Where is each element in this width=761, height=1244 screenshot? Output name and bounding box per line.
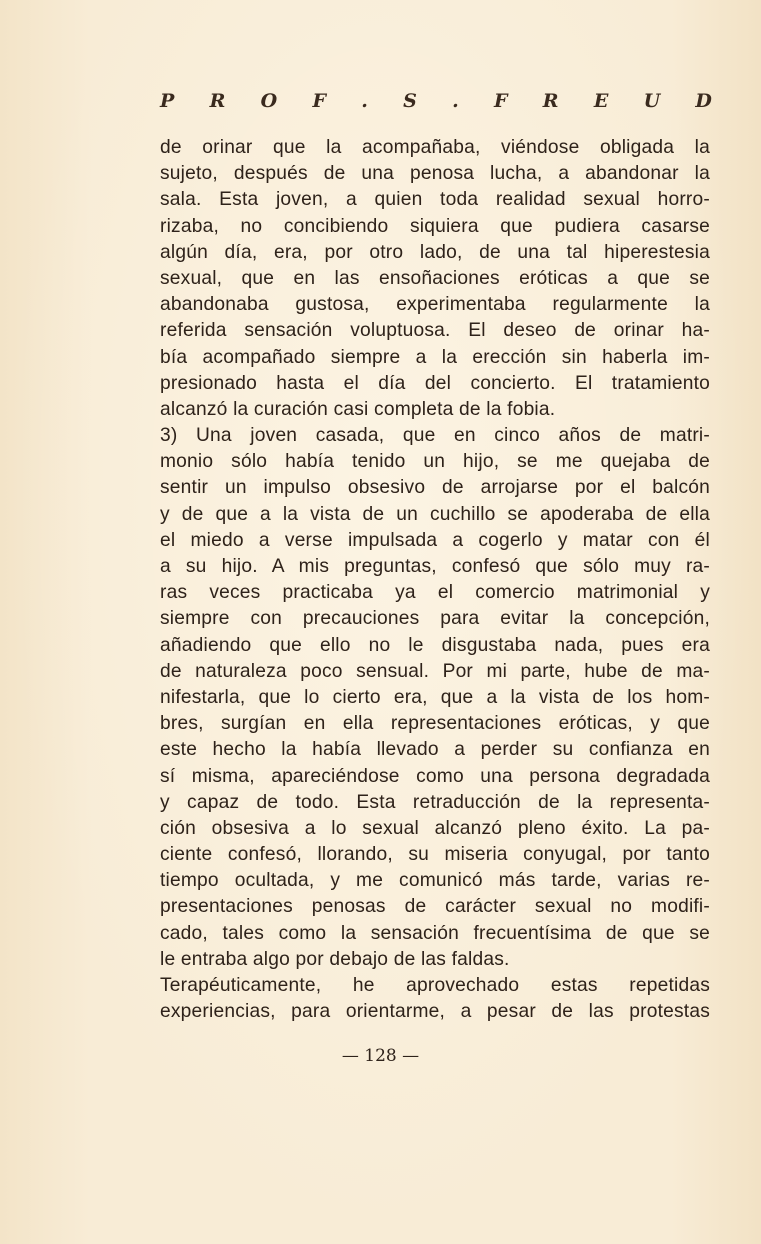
text-line: sujeto, después de una penosa lucha, a abandonar la (160, 163, 710, 185)
text-line: rizaba, no concibiendo siquiera que pudiera casarse (160, 215, 710, 237)
text-line: de orinar que la acompañaba, viéndose obligada la (160, 137, 710, 158)
text-line: algún día, era, por otro lado, de una tal hiperestesia (160, 241, 710, 263)
text-line: presentaciones penosas de carácter sexual no modifi- (160, 896, 710, 918)
text-line: y capaz de todo. Esta retraducción de la representa- (160, 791, 710, 813)
header-letter: F (312, 90, 326, 112)
text-line: sala. Esta joven, a quien toda realidad sexual horro- (160, 189, 710, 211)
header-letter: F (494, 90, 508, 112)
text-line: siempre con precauciones para evitar la concepción, (160, 608, 710, 630)
text-line: sí misma, apareciéndose como una persona degradada (160, 765, 710, 787)
text-line: sexual, que en las ensoñaciones eróticas a que se (160, 267, 710, 289)
header-letter: R (209, 90, 226, 112)
header-letter: . (452, 90, 459, 112)
text-line: ras veces practicaba ya el comercio matrimonial y (160, 582, 710, 604)
header-letter: E (593, 90, 609, 112)
text-line: tiempo ocultada, y me comunicó más tarde, varias re- (160, 870, 710, 892)
text-line: a su hijo. A mis preguntas, confesó que sólo muy ra- (160, 556, 710, 577)
text-line: abandonaba gustosa, experimentaba regularmente la (160, 294, 710, 316)
header-letter: P (160, 90, 175, 112)
header-letter: . (361, 90, 368, 112)
text-line: le entraba algo por debajo de las faldas. (160, 948, 510, 970)
text-line: nifestarla, que lo cierto era, que a la vista de los hom- (160, 686, 710, 708)
text-line: sentir un impulso obsesivo de arrojarse por el balcón (160, 477, 710, 499)
text-line: experiencias, para orientarme, a pesar de las protestas (160, 1001, 710, 1023)
text-line: referida sensación voluptuosa. El deseo de orinar ha- (160, 320, 710, 342)
text-line: de naturaleza poco sensual. Por mi parte, hube de ma- (160, 660, 710, 682)
header-letter: R (542, 90, 559, 112)
running-header (160, 90, 712, 112)
text-line: Terapéuticamente, he aprovechado estas repetidas (160, 975, 710, 996)
text-line: 3) Una joven casada, que en cinco años de matri- (160, 425, 710, 447)
text-line: este hecho la había llevado a perder su confianza en (160, 739, 710, 761)
text-line: ciente confesó, llorando, su miseria conyugal, por tanto (160, 844, 710, 866)
text-line: bres, surgían en ella representaciones eróticas, y que (160, 713, 710, 735)
header-letter: S (403, 90, 417, 112)
text-line: alcanzó la curación casi completa de la fobia. (160, 398, 556, 420)
header-letter: D (695, 90, 712, 112)
header-letter: O (260, 90, 278, 112)
text-line: cado, tales como la sensación frecuentísima de que se (160, 922, 710, 944)
header-letter: U (643, 90, 661, 112)
text-line: el miedo a verse impulsada a cogerlo y matar con él (160, 529, 710, 551)
text-line: bía acompañado siempre a la erección sin haberla im- (160, 346, 710, 368)
text-line: y de que a la vista de un cuchillo se apoderaba de ella (160, 503, 710, 525)
text-line: presionado hasta el día del concierto. El tratamiento (160, 372, 710, 394)
text-line: ción obsesiva a lo sexual alcanzó pleno éxito. La pa- (160, 817, 710, 839)
text-line: monio sólo había tenido un hijo, se me quejaba de (160, 451, 710, 473)
body-text (160, 135, 710, 1025)
text-line: añadiendo que ello no le disgustaba nada, pues era (160, 634, 710, 656)
page-number: — 128 — (341, 1046, 420, 1066)
